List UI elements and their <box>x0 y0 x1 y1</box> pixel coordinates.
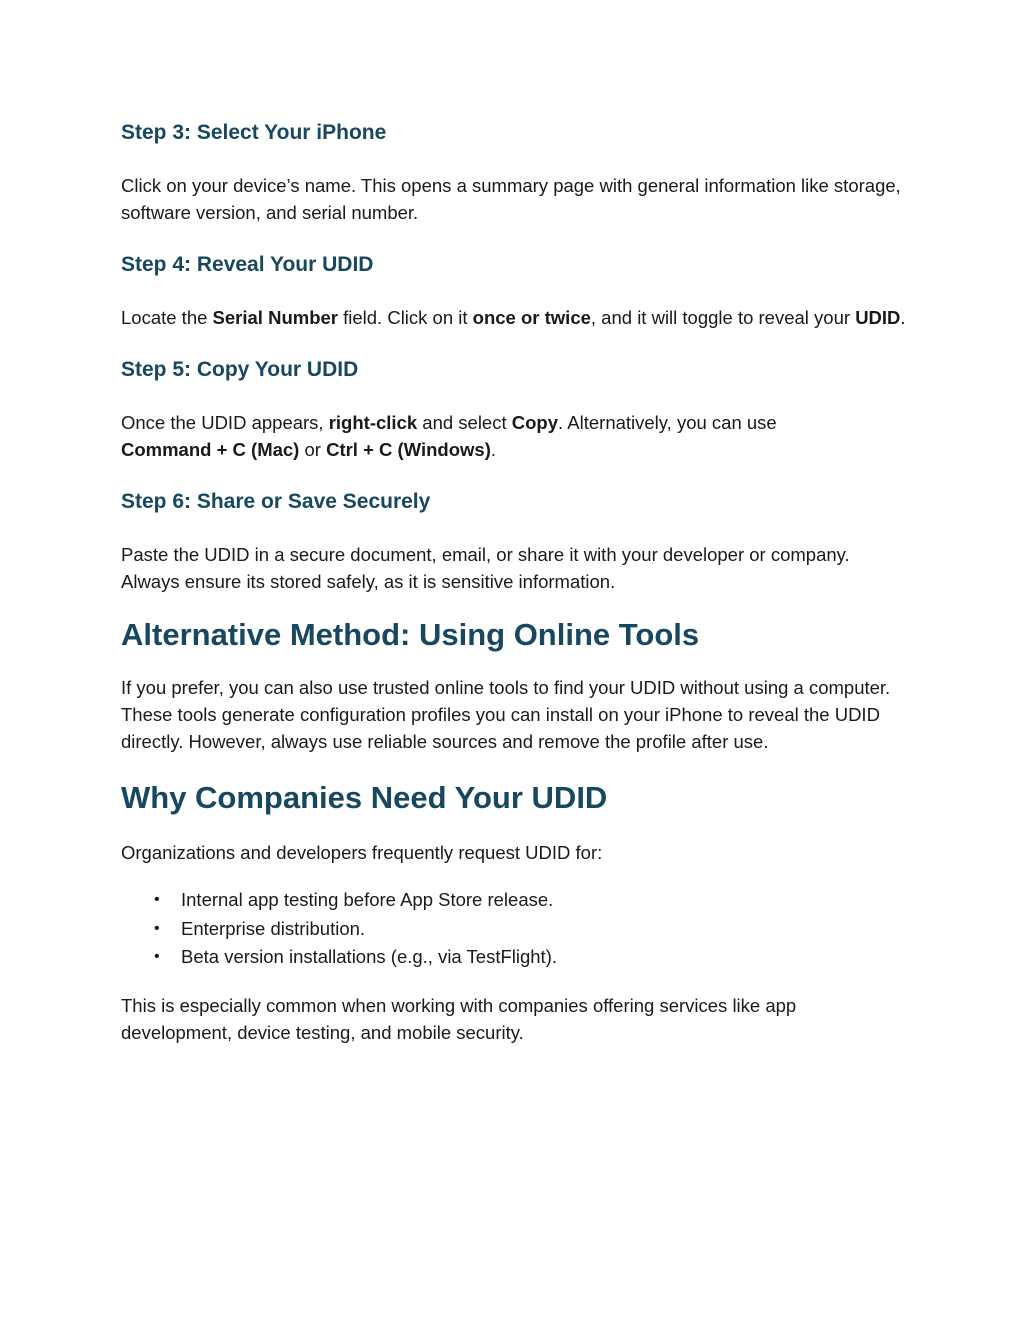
bullet-icon: • <box>154 948 160 965</box>
step4-text-part: , and it will toggle to reveal your <box>590 307 856 328</box>
step5-text <box>121 409 911 463</box>
right-click-term: right-click <box>328 412 418 433</box>
step4-text <box>121 304 911 331</box>
windows-shortcut-term: Ctrl + C (Windows) <box>326 439 491 460</box>
mac-shortcut-term: Command + C (Mac) <box>121 439 300 460</box>
once-or-twice-term: once or twice <box>472 307 591 328</box>
step3-heading: Step 3: Select Your iPhone <box>121 121 387 144</box>
serial-number-term: Serial Number <box>212 307 338 328</box>
step4-text-part: field. Click on it <box>337 307 473 328</box>
step5-text-part: and select <box>417 412 512 433</box>
list-item <box>121 915 911 944</box>
step5-text-part: Once the UDID appears, <box>121 412 329 433</box>
bullet-icon: • <box>154 891 160 908</box>
step3-text: Click on your device’s name. This opens a summary page with general information like storage, software version, and serial number. <box>121 175 901 223</box>
document-page <box>121 118 911 1046</box>
alternative-method-text: If you prefer, you can also use trusted online tools to find your UDID without using a computer. These tools generate configuration profiles you can install on your iPhone to reveal the UDID directly. However, always use reliable sources and remove the profile after use. <box>121 677 891 752</box>
list-item-text: Enterprise distribution. <box>181 917 366 939</box>
why-companies-intro: Organizations and developers frequently request UDID for: <box>121 842 603 863</box>
step5-text-part: or <box>299 439 327 460</box>
step4-text-part: Locate the <box>121 307 213 328</box>
udid-term: UDID <box>855 307 901 328</box>
copy-term: Copy <box>511 412 559 433</box>
list-item <box>121 943 911 972</box>
alternative-method-heading: Alternative Method: Using Online Tools <box>121 617 700 652</box>
list-item-text: Beta version installations (e.g., via TestFlight). <box>181 946 557 967</box>
step4-heading: Step 4: Reveal Your UDID <box>121 253 374 276</box>
step4-text-part: . <box>900 307 906 328</box>
why-companies-heading: Why Companies Need Your UDID <box>121 780 608 815</box>
step5-text-part: . <box>490 439 497 460</box>
list-item <box>121 886 911 915</box>
bullet-icon: • <box>154 919 160 937</box>
why-companies-outro: This is especially common when working with companies offering services like app development, device testing, and mobile security. <box>121 994 797 1043</box>
step5-text-part: . Alternatively, you can use <box>558 412 777 433</box>
step6-heading: Step 6: Share or Save Securely <box>121 490 431 513</box>
step6-text: Paste the UDID in a secure document, email, or share it with your developer or company. Always ensure its stored safely, as it is sensitive information. <box>121 544 850 592</box>
step5-heading: Step 5: Copy Your UDID <box>121 358 359 381</box>
reasons-list <box>121 886 911 972</box>
list-item-text: Internal app testing before App Store release. <box>181 889 554 910</box>
